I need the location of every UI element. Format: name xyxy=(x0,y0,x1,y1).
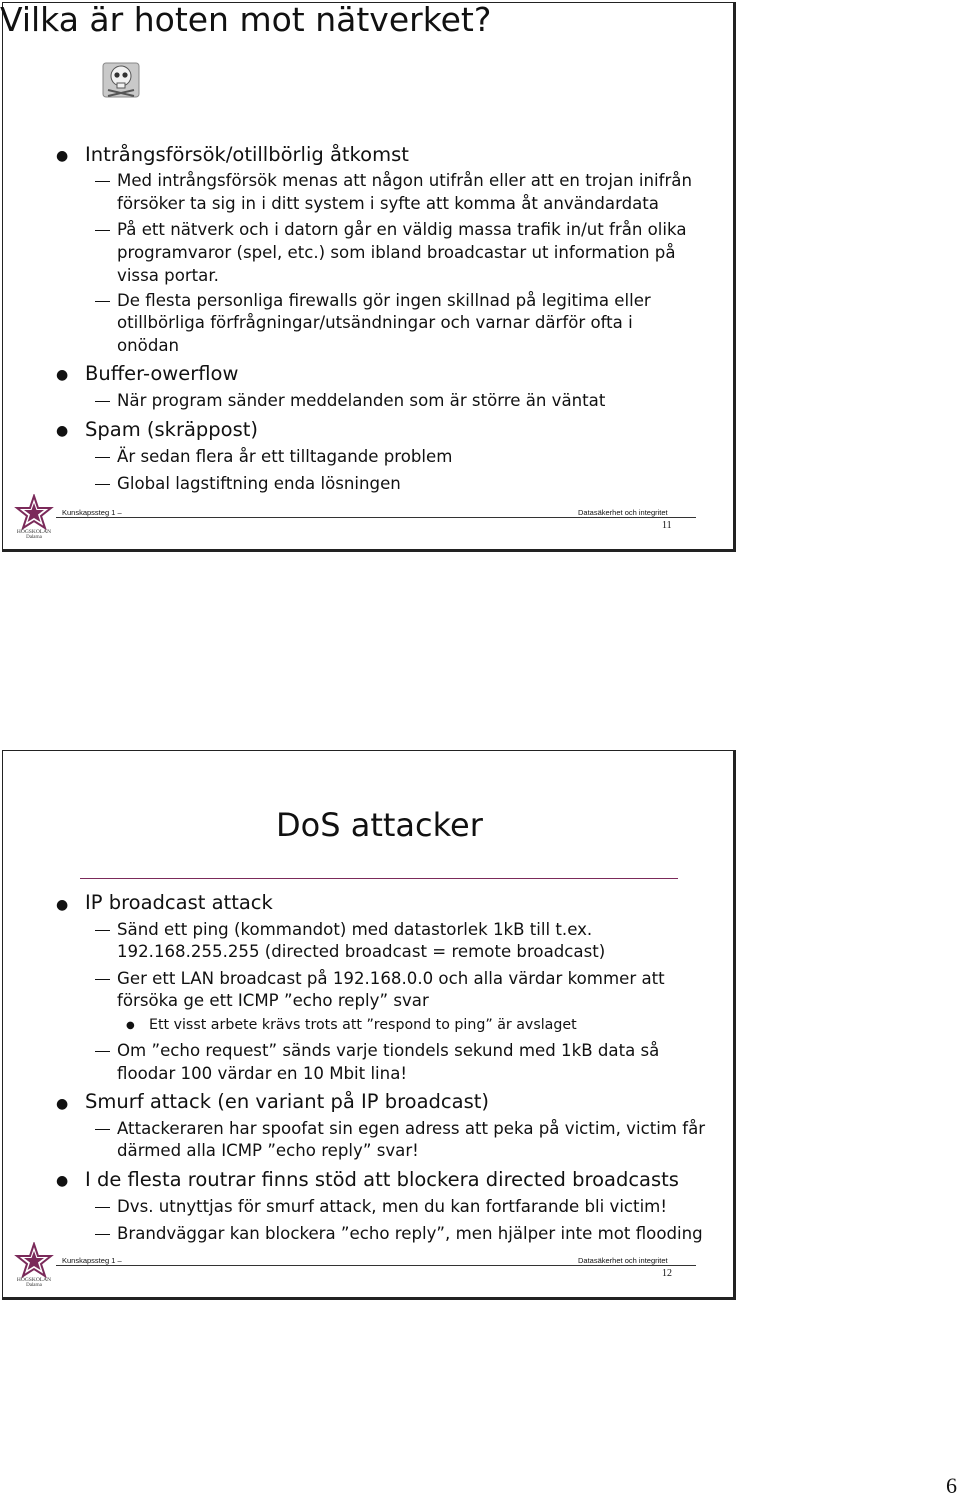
bullet-dot: ● xyxy=(56,148,69,164)
footer-course: Kunskapssteg 1 – xyxy=(62,508,122,517)
sub-line: försöker ta sig in i ditt system i syfte att komma åt användardata xyxy=(117,194,659,213)
bullet-dot: ● xyxy=(56,897,69,913)
bullet-text: IP broadcast attack xyxy=(85,891,273,914)
sub-line: Sänd ett ping (kommandot) med datastorlek 1kB till t.ex. xyxy=(117,920,593,939)
svg-text:HÖGSKOLAN: HÖGSKOLAN xyxy=(16,529,52,535)
skull-icon xyxy=(100,60,142,100)
dash-marker xyxy=(95,1051,110,1052)
bullet-text: Buffer-owerflow xyxy=(85,362,239,385)
university-logo xyxy=(14,1242,54,1286)
dash-marker xyxy=(95,301,110,302)
dash-marker xyxy=(95,457,110,458)
svg-text:HÖGSKOLAN: HÖGSKOLAN xyxy=(16,1277,52,1283)
sub-line: otillbörliga förfrågningar/utsändningar och varnar därför ofta i xyxy=(117,313,633,332)
footer-topic: Datasäkerhet och integritet xyxy=(578,508,668,517)
bullet-dot: ● xyxy=(56,1096,69,1112)
dash-marker xyxy=(95,1207,110,1208)
sub-line: onödan xyxy=(117,336,180,355)
sub-line: När program sänder meddelanden som är större än väntat xyxy=(117,391,606,410)
bullet-text: Spam (skräppost) xyxy=(85,418,259,441)
dash-marker xyxy=(95,979,110,980)
sub-line: Brandväggar kan blockera ”echo reply”, men hjälper inte mot flooding xyxy=(117,1224,703,1243)
sub-line: Med intrångsförsök menas att någon utifrån eller att en trojan inifrån xyxy=(117,171,692,190)
dash-marker xyxy=(95,230,110,231)
sub-line: Ger ett LAN broadcast på 192.168.0.0 och alla värdar kommer att xyxy=(117,969,665,988)
sub-line: På ett nätverk och i datorn går en väldig massa trafik in/ut från olika xyxy=(117,220,687,239)
footer-divider xyxy=(56,517,696,518)
dash-marker xyxy=(95,484,110,485)
footer-course: Kunskapssteg 1 – xyxy=(62,1256,122,1265)
sub-line: vissa portar. xyxy=(117,266,219,285)
sub-line: försöka ge ett ICMP ”echo reply” svar xyxy=(117,991,429,1010)
dash-marker xyxy=(95,930,110,931)
sub-line: Global lagstiftning enda lösningen xyxy=(117,474,401,493)
sub-line: Är sedan flera år ett tilltagande problem xyxy=(117,447,453,466)
sub-line: floodar 100 värdar en 10 Mbit lina! xyxy=(117,1064,408,1083)
sub-line: De flesta personliga firewalls gör ingen skillnad på legitima eller xyxy=(117,291,651,310)
bullet-text: I de flesta routrar finns stöd att blockera directed broadcasts xyxy=(85,1168,679,1191)
bullet-dot: ● xyxy=(56,367,69,383)
sub-line: därmed alla ICMP ”echo reply” svar! xyxy=(117,1141,419,1160)
bullet-text: Smurf attack (en variant på IP broadcast) xyxy=(85,1090,489,1113)
sub-line: programvaror (spel, etc.) som ibland broadcastar ut information på xyxy=(117,243,676,262)
sub-bullet-dot: ● xyxy=(126,1020,135,1031)
sub-line: 192.168.255.255 (directed broadcast = remote broadcast) xyxy=(117,942,606,961)
slide-page-number: 12 xyxy=(662,1268,672,1279)
sub-sub-line: Ett visst arbete krävs trots att ”respond to ping” är avslaget xyxy=(149,1017,577,1033)
sub-line: Dvs. utnyttjas för smurf attack, men du kan fortfarande bli victim! xyxy=(117,1197,667,1216)
sub-line: Attackeraren har spoofat sin egen adress att peka på victim, victim får xyxy=(117,1119,706,1138)
dash-marker xyxy=(95,181,110,182)
dash-marker xyxy=(95,401,110,402)
bullet-dot: ● xyxy=(56,1173,69,1189)
slide-title: DoS attacker xyxy=(276,806,483,844)
svg-text:Dalarna: Dalarna xyxy=(26,1283,42,1286)
title-divider xyxy=(80,878,678,879)
dash-marker xyxy=(95,1129,110,1130)
sub-line: Om ”echo request” sänds varje tiondels sekund med 1kB data så xyxy=(117,1041,660,1060)
svg-text:Dalarna: Dalarna xyxy=(26,535,42,538)
footer-topic: Datasäkerhet och integritet xyxy=(578,1256,668,1265)
university-logo xyxy=(14,494,54,538)
slide-title: Vilka är hoten mot nätverket? xyxy=(0,0,492,39)
bullet-text: Intrångsförsök/otillbörlig åtkomst xyxy=(85,143,409,166)
footer-divider xyxy=(56,1265,696,1266)
document-page-number: 6 xyxy=(946,1473,957,1498)
bullet-dot: ● xyxy=(56,423,69,439)
slide-page-number: 11 xyxy=(662,520,672,531)
dash-marker xyxy=(95,1234,110,1235)
